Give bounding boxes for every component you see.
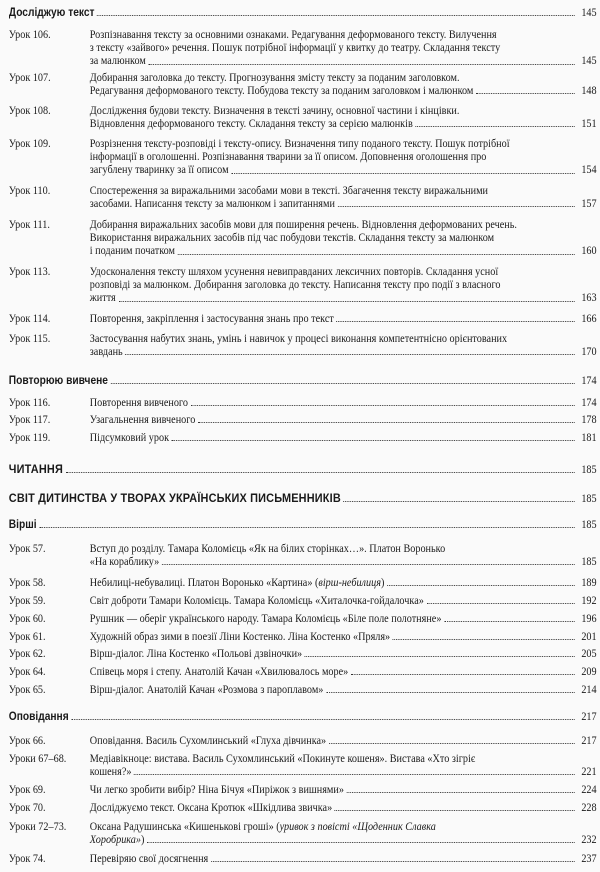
lesson-label: Урок 113. xyxy=(8,265,51,278)
section-title: Оповідання xyxy=(8,710,69,723)
dot-leader xyxy=(191,405,575,406)
page-number: 221 xyxy=(581,765,597,779)
toc-entry-67-68: Уроки 67–68. Медіавікноце: вистава. Василь Сухомлинський «Покинуте кошеня». Вистава «Хто зігріє кошеня?» 221 xyxy=(8,752,597,779)
lesson-label: Урок 64. xyxy=(8,665,46,678)
page-number: 232 xyxy=(581,833,597,847)
page-number: 228 xyxy=(581,801,597,814)
lesson-label: Урок 106. xyxy=(8,28,51,41)
dot-leader xyxy=(147,842,575,843)
page-number: 154 xyxy=(581,163,597,177)
lesson-label: Урок 66. xyxy=(8,734,46,747)
dot-leader xyxy=(125,354,574,355)
page-number: 214 xyxy=(581,683,597,696)
toc-chapter-svit-dytynstva xyxy=(9,492,597,505)
dot-leader xyxy=(329,743,575,744)
page-number: 181 xyxy=(581,431,597,444)
toc-entry-72-73: Уроки 72–73. Оксана Радушинська «Кишенькові гроші» (уривок з повісті «Щоденник Славка Хоробрика») 232 xyxy=(8,820,597,847)
page-number: 174 xyxy=(581,374,597,387)
dot-leader xyxy=(351,674,575,675)
page-number: 224 xyxy=(581,783,597,796)
dot-leader xyxy=(66,472,575,473)
lesson-label: Урок 69. xyxy=(8,783,46,796)
page-number: 174 xyxy=(581,396,597,409)
dot-leader xyxy=(387,585,575,586)
lesson-label: Урок 119. xyxy=(8,431,51,444)
page-number: 178 xyxy=(581,413,597,426)
page-number: 237 xyxy=(581,852,597,865)
toc-entry-106: Урок 106. Розпізнавання тексту за основними ознаками. Редагування деформованого тексту. Вилучення з тексту «зайвого» речення. Пошук потрібної інформації у квитку до театру. Складання тексту за малюнком 145 xyxy=(8,28,597,68)
page-number: 170 xyxy=(581,345,597,359)
page-number: 201 xyxy=(581,630,597,643)
dot-leader xyxy=(71,719,574,720)
dot-leader xyxy=(134,774,575,775)
toc-section-virshi xyxy=(9,518,597,531)
toc-entry-60: Урок 60. Рушник — оберіг українського народу. Тамара Коломієць «Біле поле полотняне» 196 xyxy=(8,612,597,625)
part-title: ЧИТАННЯ xyxy=(8,462,63,476)
toc-entry-66: Урок 66. Оповідання. Василь Сухомлинський «Глуха дівчинка» 217 xyxy=(8,734,597,747)
page-number: 192 xyxy=(581,594,597,607)
page-number: 145 xyxy=(581,6,597,19)
page-number: 148 xyxy=(581,84,597,98)
page-number: 151 xyxy=(581,117,597,131)
lesson-label: Урок 70. xyxy=(8,801,46,814)
dot-leader xyxy=(149,64,575,65)
page-number: 185 xyxy=(581,492,597,505)
dot-leader xyxy=(326,692,575,693)
page-number: 196 xyxy=(581,612,597,625)
lesson-label: Урок 74. xyxy=(8,852,46,865)
lesson-label: Урок 110. xyxy=(8,184,51,197)
section-title: Вірші xyxy=(8,518,37,531)
dot-leader xyxy=(162,564,575,565)
dot-leader xyxy=(444,621,575,622)
toc-entry-116: Урок 116. Повторення вивченого 174 xyxy=(8,396,597,409)
lesson-label: Урок 117. xyxy=(8,413,51,426)
lesson-label: Урок 107. xyxy=(8,71,51,84)
page-number: 205 xyxy=(581,647,597,660)
dot-leader xyxy=(97,15,574,16)
toc-entry-59: Урок 59. Світ доброти Тамари Коломієць. Тамара Коломієць «Хиталочка-гойдалочка» 192 xyxy=(8,594,597,607)
page-number: 185 xyxy=(581,555,597,569)
dot-leader xyxy=(393,639,575,640)
page-number: 160 xyxy=(581,244,597,258)
lesson-label: Урок 116. xyxy=(8,396,51,409)
toc-entry-58: Урок 58. Небилиці-небувалиці. Платон Воронько «Картина» (вірш-небилиця) 189 xyxy=(8,576,597,589)
page-number: 145 xyxy=(581,54,597,68)
dot-leader xyxy=(178,254,575,255)
toc-entry-110: Урок 110. Спостереження за виражальними засобами мови в тексті. Збагачення тексту виражальними засобами. Написання тексту за малюнком і запитаннями 157 xyxy=(8,184,597,211)
lesson-label: Урок 62. xyxy=(8,647,46,660)
dot-leader xyxy=(347,792,575,793)
dot-leader xyxy=(118,301,574,302)
toc-section-doslidzhuyu-tekst xyxy=(9,6,597,19)
toc-section-opovidannya xyxy=(9,710,597,723)
toc-entry-108: Урок 108. Дослідження будови тексту. Визначення в тексті зачину, основної частини і кінцівки. Відновлення деформованого тексту. Складання тексту за серією малюнків 151 xyxy=(8,104,597,131)
section-title: Досліджую текст xyxy=(8,6,95,19)
toc-entry-74: Урок 74. Перевіряю свої досягнення 237 xyxy=(8,852,597,865)
page-number: 209 xyxy=(581,665,597,678)
page-number: 189 xyxy=(581,576,597,589)
lesson-label: Урок 65. xyxy=(8,683,46,696)
dot-leader xyxy=(336,321,574,322)
toc-entry-114: Урок 114. Повторення, закріплення і застосування знань про текст 166 xyxy=(8,312,597,325)
dot-leader xyxy=(172,440,575,441)
toc-entry-65: Урок 65. Вірш-діалог. Анатолій Качан «Розмова з пароплавом» 214 xyxy=(8,683,597,696)
page-number: 185 xyxy=(581,463,597,476)
toc-section-povtoryuyu-vyvchene xyxy=(9,374,597,387)
lesson-label: Уроки 67–68. xyxy=(8,752,67,765)
lesson-label: Урок 59. xyxy=(8,594,46,607)
dot-leader xyxy=(335,810,575,811)
dot-leader xyxy=(39,527,574,528)
toc-entry-117: Урок 117. Узагальнення вивченого 178 xyxy=(8,413,597,426)
page-number: 166 xyxy=(581,312,597,325)
page-number: 157 xyxy=(581,197,597,211)
dot-leader xyxy=(211,861,575,862)
toc-entry-64: Урок 64. Співець моря і степу. Анатолій Качан «Хвилювалось море» 209 xyxy=(8,665,597,678)
dot-leader xyxy=(231,173,574,174)
lesson-label: Урок 57. xyxy=(8,542,46,555)
toc-entry-111: Урок 111. Добирання виражальних засобів мови для поширення речень. Відновлення деформованих речень. Використання виражальних засобів під час побудови текстів. Складання тексту за малюнком і поданим початком 160 xyxy=(8,218,597,258)
toc-entry-107: Урок 107. Добирання заголовка до тексту. Прогнозування змісту тексту за поданим заголовком. Редагування деформованого тексту. Побудова тексту за поданим заголовком і малюнком 148 xyxy=(8,71,597,98)
lesson-label: Урок 58. xyxy=(8,576,46,589)
dot-leader xyxy=(476,93,575,94)
chapter-title: СВІТ ДИТИНСТВА У ТВОРАХ УКРАЇНСЬКИХ ПИСЬМЕННИКІВ xyxy=(8,491,341,505)
toc-part-chytannya xyxy=(9,463,597,476)
toc-entry-57: Урок 57. Вступ до розділу. Тамара Коломієць «Як на білих сторінках…». Платон Воронько «На кораблику» 185 xyxy=(8,542,597,569)
page-number: 217 xyxy=(581,734,597,747)
lesson-label: Уроки 72–73. xyxy=(8,820,67,833)
dot-leader xyxy=(338,206,575,207)
lesson-label: Урок 108. xyxy=(8,104,51,117)
toc-entry-115: Урок 115. Застосування набутих знань, умінь і навичок у процесі виконання компетентнісно орієнтованих завдань 170 xyxy=(8,332,597,359)
page-number: 185 xyxy=(581,518,597,531)
lesson-label: Урок 109. xyxy=(8,137,51,150)
page-number: 163 xyxy=(581,291,597,305)
dot-leader xyxy=(426,603,574,604)
dot-leader xyxy=(305,656,575,657)
section-title: Повторюю вивчене xyxy=(8,374,108,387)
toc-entry-109: Урок 109. Розрізнення тексту-розповіді і тексту-опису. Визначення типу поданого тексту. Пошук потрібної інформації в оголошенні. Розпізнавання тварини за її описом. Доповнення оголошення про загублену тваринку за її описом 154 xyxy=(8,137,597,177)
dot-leader xyxy=(415,126,574,127)
toc-entry-69: Урок 69. Чи легко зробити вибір? Ніна Бічуя «Пиріжок з вишнями» 224 xyxy=(8,783,597,796)
dot-leader xyxy=(111,383,575,384)
dot-leader xyxy=(344,501,575,502)
lesson-label: Урок 111. xyxy=(8,218,50,231)
toc-entry-62: Урок 62. Вірш-діалог. Ліна Костенко «Польові дзвіночки» 205 xyxy=(8,647,597,660)
lesson-label: Урок 115. xyxy=(8,332,51,345)
page-number: 217 xyxy=(581,710,597,723)
lesson-label: Урок 60. xyxy=(8,612,46,625)
lesson-label: Урок 61. xyxy=(8,630,46,643)
dot-leader xyxy=(198,422,575,423)
toc-entry-119: Урок 119. Підсумковий урок 181 xyxy=(8,431,597,444)
lesson-label: Урок 114. xyxy=(8,312,51,325)
toc-entry-70: Урок 70. Досліджуємо текст. Оксана Кротюк «Шкідлива звичка» 228 xyxy=(8,801,597,814)
toc-entry-61: Урок 61. Художній образ зими в поезії Ліни Костенко. Ліна Костенко «Пряля» 201 xyxy=(8,630,597,643)
toc-entry-113: Урок 113. Удосконалення тексту шляхом усунення невиправданих лексичних повторів. Складання усної розповіді за малюнком. Добирання заголовка до тексту. Написання тексту про події з власного життя 163 xyxy=(8,265,597,305)
